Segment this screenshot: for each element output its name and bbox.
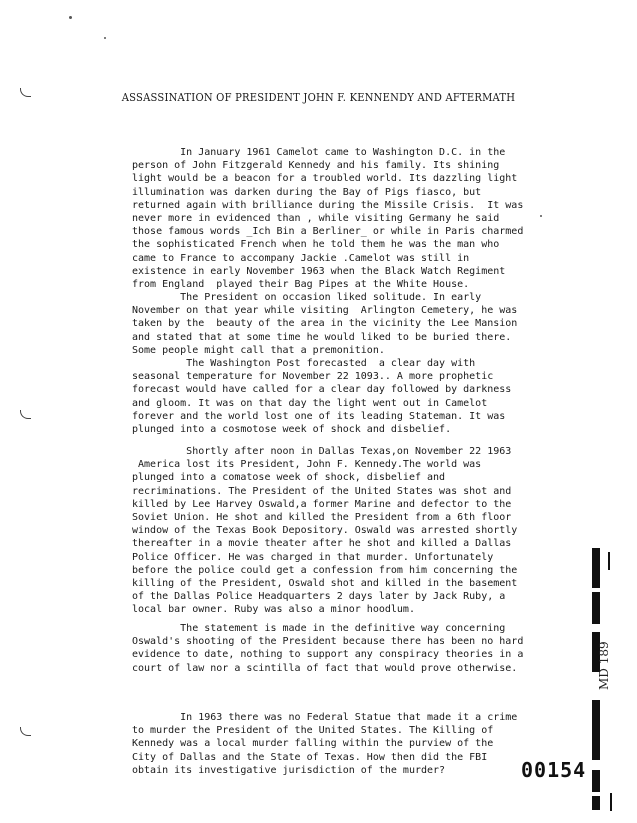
text-line: recriminations. The President of the United States was shot and	[132, 485, 512, 497]
text-line: never more in evidenced than , while visiting Germany he said	[132, 212, 500, 224]
text-line: Some people might call that a premonition.	[132, 344, 385, 356]
text-line: America lost its President, John F. Kennedy.The world was	[132, 459, 482, 471]
paragraph-dallas	[132, 445, 517, 616]
text-line: November on that year while visiting Arlington Cemetery, he was	[132, 305, 518, 317]
paragraph-camelot	[132, 146, 523, 357]
text-line: The President on occasion liked solitude. In early	[132, 292, 482, 304]
collection-label: MD 189	[597, 641, 611, 690]
text-line: the sophisticated French when he told them he was the man who	[132, 239, 500, 251]
scan-speck	[104, 37, 106, 39]
text-line: court of law nor a scintilla of fact that would prove otherwise.	[132, 662, 518, 674]
text-line: The statement is made in the definitive way concerning	[132, 623, 506, 634]
barcode-bar	[608, 552, 610, 570]
text-line: killed by Lee Harvey Oswald,a former Marine and defector to the	[132, 498, 512, 510]
text-line: window of the Texas Book Depository. Oswald was arrested shortly	[132, 525, 518, 537]
text-line: obtain its investigative jurisdiction of the murder?	[132, 764, 446, 776]
paragraph-statement	[132, 622, 523, 675]
text-line: City of Dallas and the State of Texas. How then did the FBI	[132, 751, 488, 763]
paragraph-jurisdiction	[132, 711, 517, 777]
text-line: In January 1961 Camelot came to Washington D.C. in the	[132, 147, 506, 158]
text-line: seasonal temperature for November 22 1093.. A more prophetic	[132, 371, 494, 383]
text-line: Soviet Union. He shot and killed the President from a 6th floor	[132, 511, 512, 523]
scan-speck	[540, 215, 542, 217]
text-line: Kennedy was a local murder falling within the purview of the	[132, 738, 494, 750]
text-line: Oswald's shooting of the President because there has been no hard	[132, 636, 524, 648]
text-line: In 1963 there was no Federal Statue that made it a crime	[132, 712, 518, 723]
margin-mark-bottom	[20, 727, 31, 736]
text-line: taken by the beauty of the area in the vicinity the Lee Mansion	[132, 318, 518, 330]
text-line: The Washington Post forecasted a clear day with	[132, 358, 476, 369]
text-line: person of John Fitzgerald Kennedy and his family. Its shining	[132, 160, 500, 172]
text-line: Police Officer. He was charged in that murder. Unfortunately	[132, 551, 494, 563]
text-line: forecast would have called for a clear day followed by darkness	[132, 384, 512, 396]
text-line: killing of the President, Oswald shot and killed in the basement	[132, 577, 518, 589]
text-line: Shortly after noon in Dallas Texas,on November 22 1963	[132, 446, 512, 457]
text-line: local bar owner. Ruby was also a minor hoodlum.	[132, 604, 415, 616]
text-line: and stated that at some time he would liked to be buried there.	[132, 331, 512, 343]
text-line: came to France to accompany Jackie .Camelot was still in	[132, 252, 470, 264]
text-line: light would be a beacon for a troubled world. Its dazzling light	[132, 173, 518, 185]
barcode-bar	[592, 592, 600, 624]
barcode-bar	[592, 770, 600, 792]
text-line: thereafter in a movie theater after he shot and killed a Dallas	[132, 538, 512, 550]
barcode-bar	[592, 796, 600, 810]
document-title: ASSASSINATION OF PRESIDENT JOHN F. KENNENDY AND AFTERMATH	[121, 92, 516, 105]
margin-mark-middle	[20, 410, 31, 419]
text-line: from England played their Bag Pipes at the White House.	[132, 278, 470, 290]
text-line: and gloom. It was on that day the light went out in Camelot	[132, 397, 488, 409]
text-line: those famous words _Ich Bin a Berliner_ or while in Paris charmed	[132, 226, 524, 238]
barcode-bar	[610, 793, 612, 811]
scan-speck	[69, 16, 72, 19]
text-line: returned again with brilliance during the Missile Crisis. It was	[132, 199, 524, 211]
text-line: plunged into a cosmotose week of shock and disbelief.	[132, 423, 452, 435]
text-line: to murder the President of the United States. The Killing of	[132, 725, 494, 737]
text-line: plunged into a comatose week of shock, disbelief and	[132, 472, 446, 484]
paragraph-forecast	[132, 357, 511, 436]
text-line: before the police could get a confession from him concerning the	[132, 564, 518, 576]
text-line: evidence to date, nothing to support any conspiracy theories in a	[132, 649, 524, 661]
document-number-stamp: 00154	[521, 758, 587, 782]
text-line: illumination was darken during the Bay of Pigs fiasco, but	[132, 186, 482, 198]
text-line: of the Dallas Police Headquarters 2 days later by Jack Ruby, a	[132, 591, 506, 603]
barcode-bar	[592, 700, 600, 760]
text-line: forever and the world lost one of its leading Stateman. It was	[132, 410, 506, 422]
barcode-bar	[592, 548, 600, 588]
text-line: existence in early November 1963 when the Black Watch Regiment	[132, 265, 506, 277]
